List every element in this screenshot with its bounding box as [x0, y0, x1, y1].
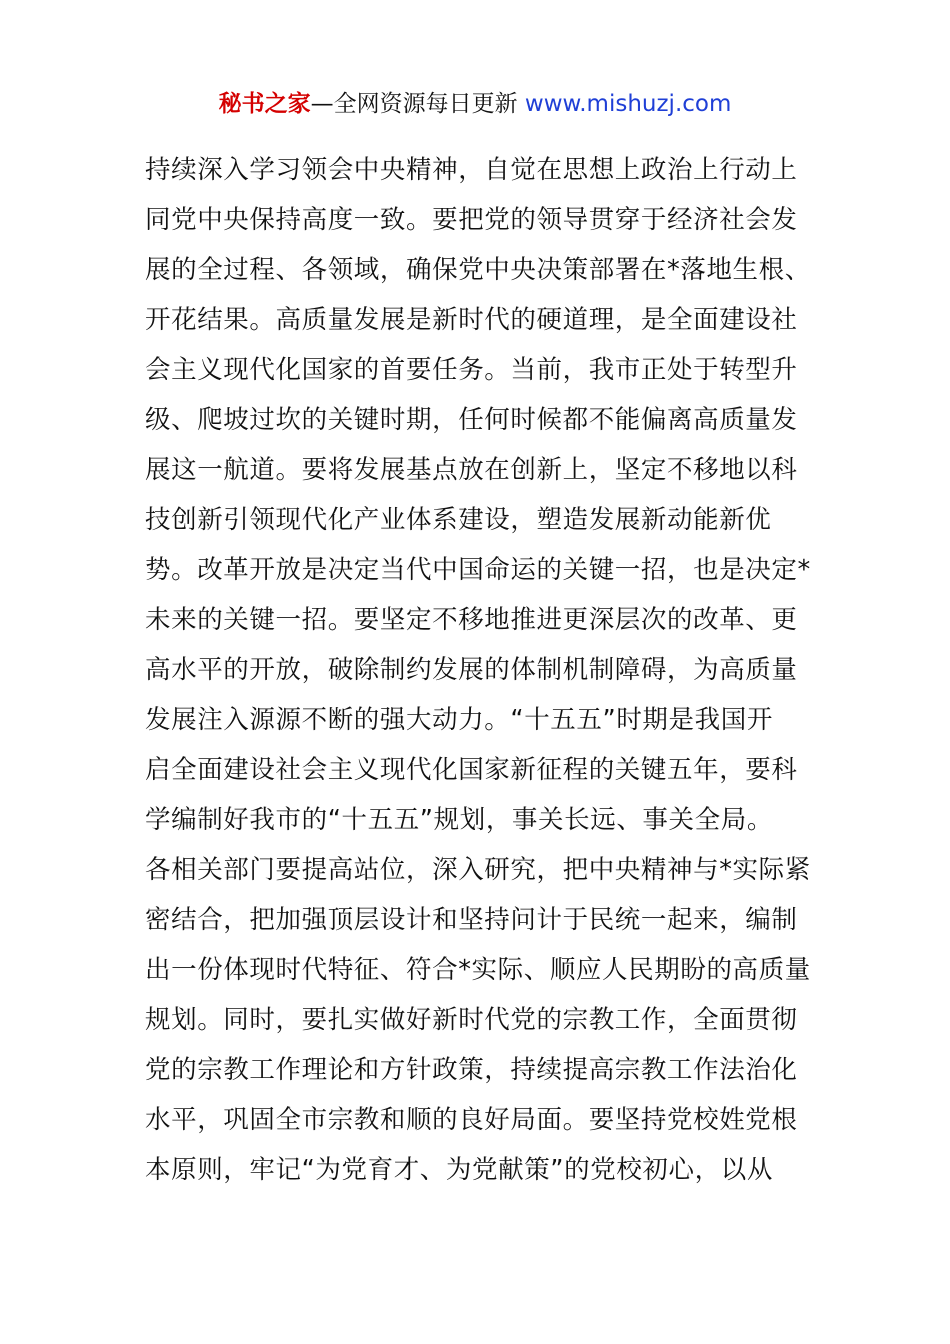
text-line: 会主义现代化国家的首要任务。当前，我市正处于转型升: [145, 355, 798, 385]
text-line: 本原则，牢记“为党育才、为党献策”的党校初心，以从: [145, 1155, 773, 1185]
text-line: 水平，巩固全市宗教和顺的良好局面。要坚持党校姓党根: [145, 1105, 798, 1135]
text-line: 开花结果。高质量发展是新时代的硬道理，是全面建设社: [145, 305, 798, 335]
text-line: 级、爬坡过坎的关键时期，任何时候都不能偏离高质量发: [145, 405, 798, 435]
header-tagline: —全网资源每日更新: [310, 91, 525, 117]
text-line: 势。改革开放是决定当代中国命运的关键一招，也是决定*: [145, 555, 811, 585]
text-line: 展的全过程、各领域，确保党中央决策部署在*落地生根、: [145, 255, 811, 285]
page-header: [0, 86, 950, 122]
text-line: 规划。同时，要扎实做好新时代党的宗教工作，全面贯彻: [145, 1005, 798, 1035]
text-line: 技创新引领现代化产业体系建设，塑造发展新动能新优: [145, 505, 772, 535]
text-line: 出一份体现时代特征、符合*实际、顺应人民期盼的高质量: [145, 955, 811, 985]
text-line: 各相关部门要提高站位，深入研究，把中央精神与*实际紧: [145, 855, 811, 885]
text-line: 持续深入学习领会中央精神，自觉在思想上政治上行动上: [145, 155, 798, 185]
text-line: 未来的关键一招。要坚定不移地推进更深层次的改革、更: [145, 605, 798, 635]
text-line: 发展注入源源不断的强大动力。“十五五”时期是我国开: [145, 705, 773, 735]
text-line: 高水平的开放，破除制约发展的体制机制障碍，为高质量: [145, 655, 798, 685]
text-line: 党的宗教工作理论和方针政策，持续提高宗教工作法治化: [145, 1055, 798, 1085]
body-paragraph: [145, 145, 811, 1195]
text-line: 密结合，把加强顶层设计和坚持问计于民统一起来，编制: [145, 905, 798, 935]
text-line: 同党中央保持高度一致。要把党的领导贯穿于经济社会发: [145, 205, 798, 235]
text-line: 启全面建设社会主义现代化国家新征程的关键五年，要科: [145, 755, 798, 785]
text-line: 展这一航道。要将发展基点放在创新上，坚定不移地以科: [145, 455, 798, 485]
text-line: 学编制好我市的“十五五”规划，事关长远、事关全局。: [145, 805, 773, 835]
brand-name: 秘书之家: [218, 91, 311, 117]
website-link[interactable]: www.mishuzj.com: [524, 91, 732, 117]
